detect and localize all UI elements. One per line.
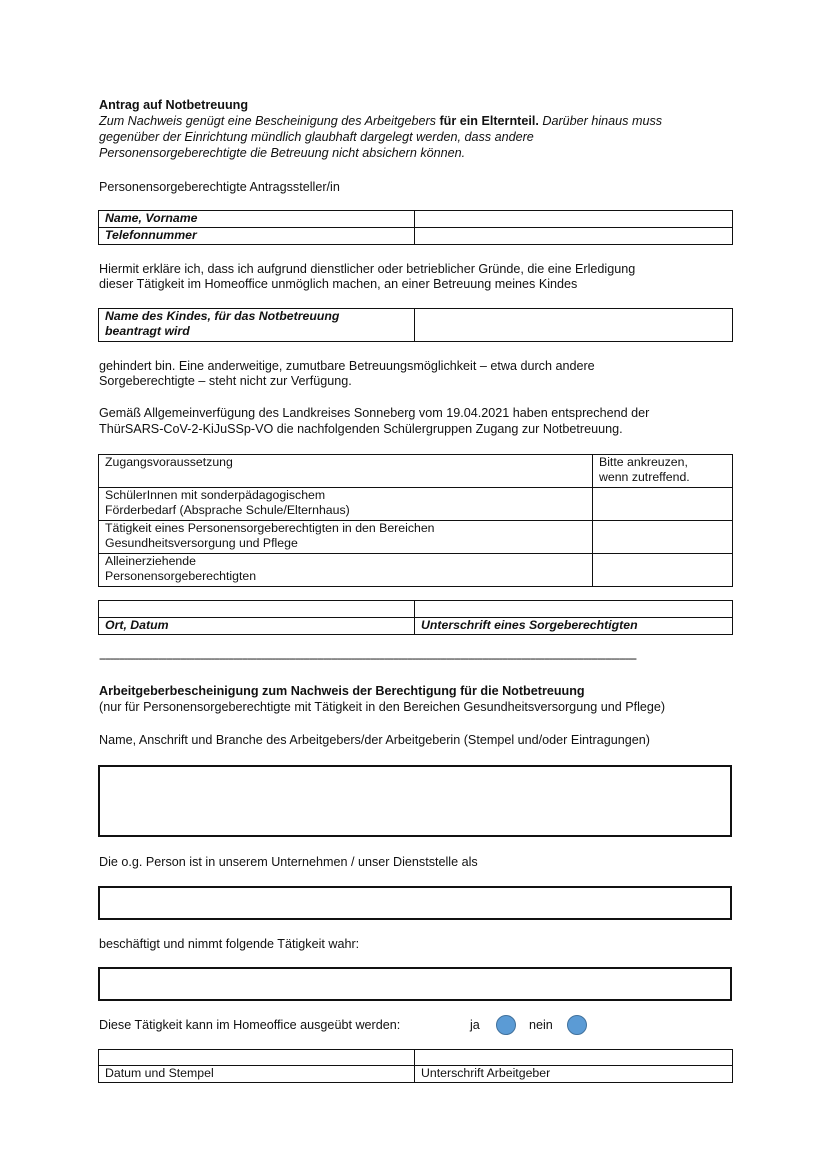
name-field[interactable] xyxy=(415,211,733,228)
access-requirement-line-2: Gesundheitsversorgung und Pflege xyxy=(105,536,298,550)
access-checkbox-cell[interactable] xyxy=(593,488,733,521)
access-requirement-line-2: Förderbedarf (Absprache Schule/Elternhaus) xyxy=(105,503,350,517)
access-table xyxy=(98,454,733,587)
intro-line-2: gegenüber der Einrichtung mündlich glaubhaft dargelegt werden, dass andere xyxy=(99,130,534,144)
form-title: Antrag auf Notbetreuung xyxy=(99,98,249,112)
intro-line-1 xyxy=(99,114,662,129)
radio-no[interactable] xyxy=(567,1015,587,1035)
homeoffice-question: Diese Tätigkeit kann im Homeoffice ausgeübt werden: xyxy=(99,1018,401,1032)
place-date-field[interactable] xyxy=(99,601,415,618)
access-header-check-line-1: Bitte ankreuzen, xyxy=(599,455,688,469)
option-yes-label: ja xyxy=(470,1018,480,1032)
position-field[interactable] xyxy=(98,886,732,920)
access-checkbox-cell[interactable] xyxy=(593,554,733,587)
child-name-field[interactable] xyxy=(415,309,733,342)
child-label-line-2: beantragt wird xyxy=(105,324,190,338)
intro-line-3: Personensorgeberechtigte die Betreuung nicht absichern können. xyxy=(99,146,466,160)
employer-address-label: Name, Anschrift und Branche des Arbeitgebers/der Arbeitgeberin (Stempel und/oder Eintragungen) xyxy=(99,733,650,747)
employer-address-field[interactable] xyxy=(98,765,732,837)
option-no-label: nein xyxy=(529,1018,553,1032)
activity-label: beschäftigt und nimmt folgende Tätigkeit wahr: xyxy=(99,937,360,951)
activity-field[interactable] xyxy=(98,967,732,1001)
access-requirement-line-1: Tätigkeit eines Personensorgeberechtigten in den Bereichen xyxy=(105,521,435,535)
access-checkbox-cell[interactable] xyxy=(593,521,733,554)
hindered-line-2: Sorgeberechtigte – steht nicht zur Verfügung. xyxy=(99,374,352,388)
cut-separator: ------------------------------------------------------------------------------------------------------------------------------------------------------------------------------------------------ xyxy=(99,651,636,665)
access-requirement-cell xyxy=(99,554,593,587)
intro-text-c: Darüber hinaus muss xyxy=(538,114,663,128)
decree-line-1: Gemäß Allgemeinverfügung des Landkreises Sonneberg vom 19.04.2021 haben entsprechend der xyxy=(99,406,650,420)
employer-signature-table xyxy=(98,1049,733,1083)
hindered-line-1: gehindert bin. Eine anderweitige, zumutbare Betreuungsmöglichkeit – etwa durch andere xyxy=(99,359,595,373)
date-stamp-field[interactable] xyxy=(99,1050,415,1066)
intro-text-b: für ein Elternteil. xyxy=(439,114,539,128)
parent-signature-field[interactable] xyxy=(415,601,733,618)
access-requirement-line-2: Personensorgeberechtigten xyxy=(105,569,257,583)
table-row xyxy=(99,554,733,587)
declaration-line-2: dieser Tätigkeit im Homeoffice unmöglich machen, an einer Betreuung meines Kindes xyxy=(99,277,578,291)
decree-line-2: ThürSARS-CoV-2-KiJuSSp-VO die nachfolgenden Schülergruppen Zugang zur Notbetreuung. xyxy=(99,422,623,436)
employer-subtitle: (nur für Personensorgeberechtigte mit Tätigkeit in den Bereichen Gesundheitsversorgung und Pflege) xyxy=(99,700,666,714)
child-table xyxy=(98,308,733,342)
declaration-line-1: Hiermit erkläre ich, dass ich aufgrund dienstlicher oder betrieblicher Gründe, die eine Erledigung xyxy=(99,262,636,276)
access-header-check-line-2: wenn zutreffend. xyxy=(599,470,690,484)
employer-signature-label: Unterschrift Arbeitgeber xyxy=(415,1066,733,1083)
applicant-heading: Personensorgeberechtigte Antragssteller/in xyxy=(99,180,340,194)
access-header-check xyxy=(593,455,733,488)
intro-text-a: Zum Nachweis genügt eine Bescheinigung des Arbeitgebers xyxy=(99,114,440,128)
child-label-line-1: Name des Kindes, für das Notbetreuung xyxy=(105,309,340,323)
phone-label: Telefonnummer xyxy=(99,228,415,245)
employer-title: Arbeitgeberbescheinigung zum Nachweis der Berechtigung für die Notbetreuung xyxy=(99,684,585,698)
table-row xyxy=(99,488,733,521)
signature-table xyxy=(98,600,733,635)
table-row xyxy=(99,521,733,554)
employed-label: Die o.g. Person ist in unserem Unternehmen / unser Dienststelle als xyxy=(99,855,478,869)
date-stamp-label: Datum und Stempel xyxy=(99,1066,415,1083)
radio-yes[interactable] xyxy=(496,1015,516,1035)
access-requirement-cell xyxy=(99,521,593,554)
employer-signature-field[interactable] xyxy=(415,1050,733,1066)
parent-signature-label: Unterschrift eines Sorgeberechtigten xyxy=(415,618,733,635)
access-requirement-line-1: SchülerInnen mit sonderpädagogischem xyxy=(105,488,326,502)
place-date-label: Ort, Datum xyxy=(99,618,415,635)
phone-field[interactable] xyxy=(415,228,733,245)
child-label xyxy=(99,309,415,342)
access-header-requirement: Zugangsvoraussetzung xyxy=(99,455,593,488)
access-requirement-line-1: Alleinerziehende xyxy=(105,554,196,568)
name-label: Name, Vorname xyxy=(99,211,415,228)
applicant-table xyxy=(98,210,733,245)
access-requirement-cell xyxy=(99,488,593,521)
